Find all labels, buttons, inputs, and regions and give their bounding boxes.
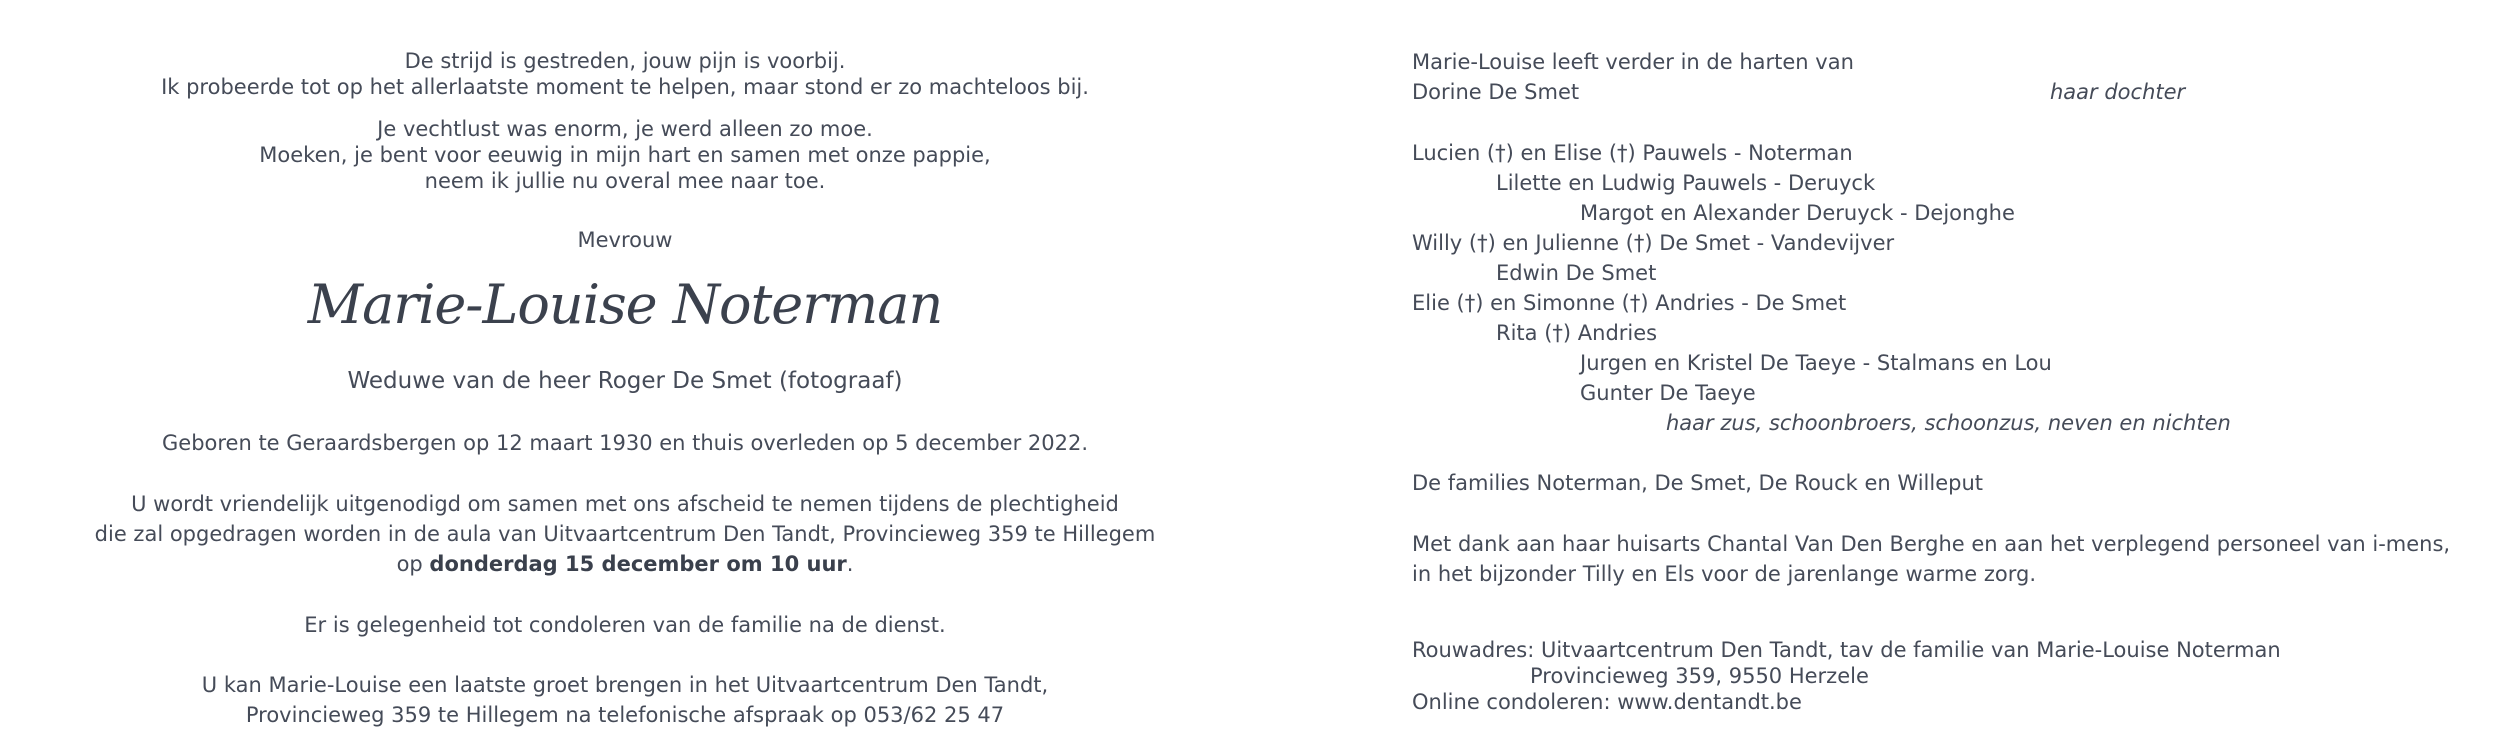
families-line: De families Noterman, De Smet, De Rouck en Willeput [1412,471,1983,495]
address-line-1: Rouwadres: Uitvaartcentrum Den Tandt, tav de familie van Marie-Louise Noterman [1412,638,2281,662]
thanks-line-1: Met dank aan haar huisarts Chantal Van Den Berghe en aan het verplegend personeel van i-mens, [1412,532,2451,556]
thanks-line-2: in het bijzonder Tilly en Els voor de jarenlange warme zorg. [1412,562,2037,586]
poem-line-4: Moeken, je bent voor eeuwig in mijn hart en samen met onze pappie, [259,143,991,167]
family-line-8: Jurgen en Kristel De Taeye - Stalmans en Lou [1580,351,2052,375]
family-line-4: Willy (†) en Julienne (†) De Smet - Vandevijver [1412,231,1895,255]
intro-line: Marie-Louise leeft verder in de harten van [1412,50,1854,74]
address-line-2: Provincieweg 359, 9550 Herzele [1530,664,1869,688]
family-line-3: Margot en Alexander Deruyck - Dejonghe [1580,201,2015,225]
deceased-name: Marie-Louise Noterman [307,273,943,336]
invite-date-prefix: op [396,552,430,576]
poem-line-3: Je vechtlust was enorm, je werd alleen zo moe. [377,117,873,141]
born-line: Geboren te Geraardsbergen op 12 maart 1930 en thuis overleden op 5 december 2022. [162,431,1088,455]
condolence-line: Er is gelegenheid tot condoleren van de familie na de dienst. [304,613,946,637]
right-page [1250,0,2493,754]
family-line-9: Gunter De Taeye [1580,381,1756,405]
visit-line-2: Provincieweg 359 te Hillegem na telefonische afspraak op 053/62 25 47 [245,703,1005,727]
daughter-name: Dorine De Smet [1412,80,1580,104]
online-condolence: Online condoleren: www.dentandt.be [1412,690,1802,714]
visit-line-1: U kan Marie-Louise een laatste groet brengen in het Uitvaartcentrum Den Tandt, [201,673,1049,697]
family-line-5: Edwin De Smet [1496,261,1657,285]
poem-line-1: De strijd is gestreden, jouw pijn is voorbij. [404,49,846,73]
family-line-1: Lucien (†) en Elise (†) Pauwels - Noterman [1412,141,1853,165]
invite-line-2: die zal opgedragen worden in de aula van Uitvaartcentrum Den Tandt, Provincieweg 359 te Hillegem [94,522,1156,546]
daughter-role: haar dochter [2050,80,2186,104]
family-role: haar zus, schoonbroers, schoonzus, neven en nichten [1666,411,2231,435]
widow-line: Weduwe van de heer Roger De Smet (fotograaf) [347,368,903,394]
invite-date: donderdag 15 december om 10 uur [429,552,847,576]
poem-line-2: Ik probeerde tot op het allerlaatste moment te helpen, maar stond er zo machteloos bij. [161,75,1089,99]
family-line-6: Elie (†) en Simonne (†) Andries - De Smet [1412,291,1847,315]
invite-date-suffix: . [846,552,854,576]
family-line-7: Rita (†) Andries [1496,321,1658,345]
family-line-2: Lilette en Ludwig Pauwels - Deruyck [1496,171,1876,195]
salutation: Mevrouw [577,228,673,252]
invite-date-line [0,550,1250,578]
invite-line-1: U wordt vriendelijk uitgenodigd om samen met ons afscheid te nemen tijdens de plechtigheid [131,492,1119,516]
poem-line-5: neem ik jullie nu overal mee naar toe. [424,169,826,193]
